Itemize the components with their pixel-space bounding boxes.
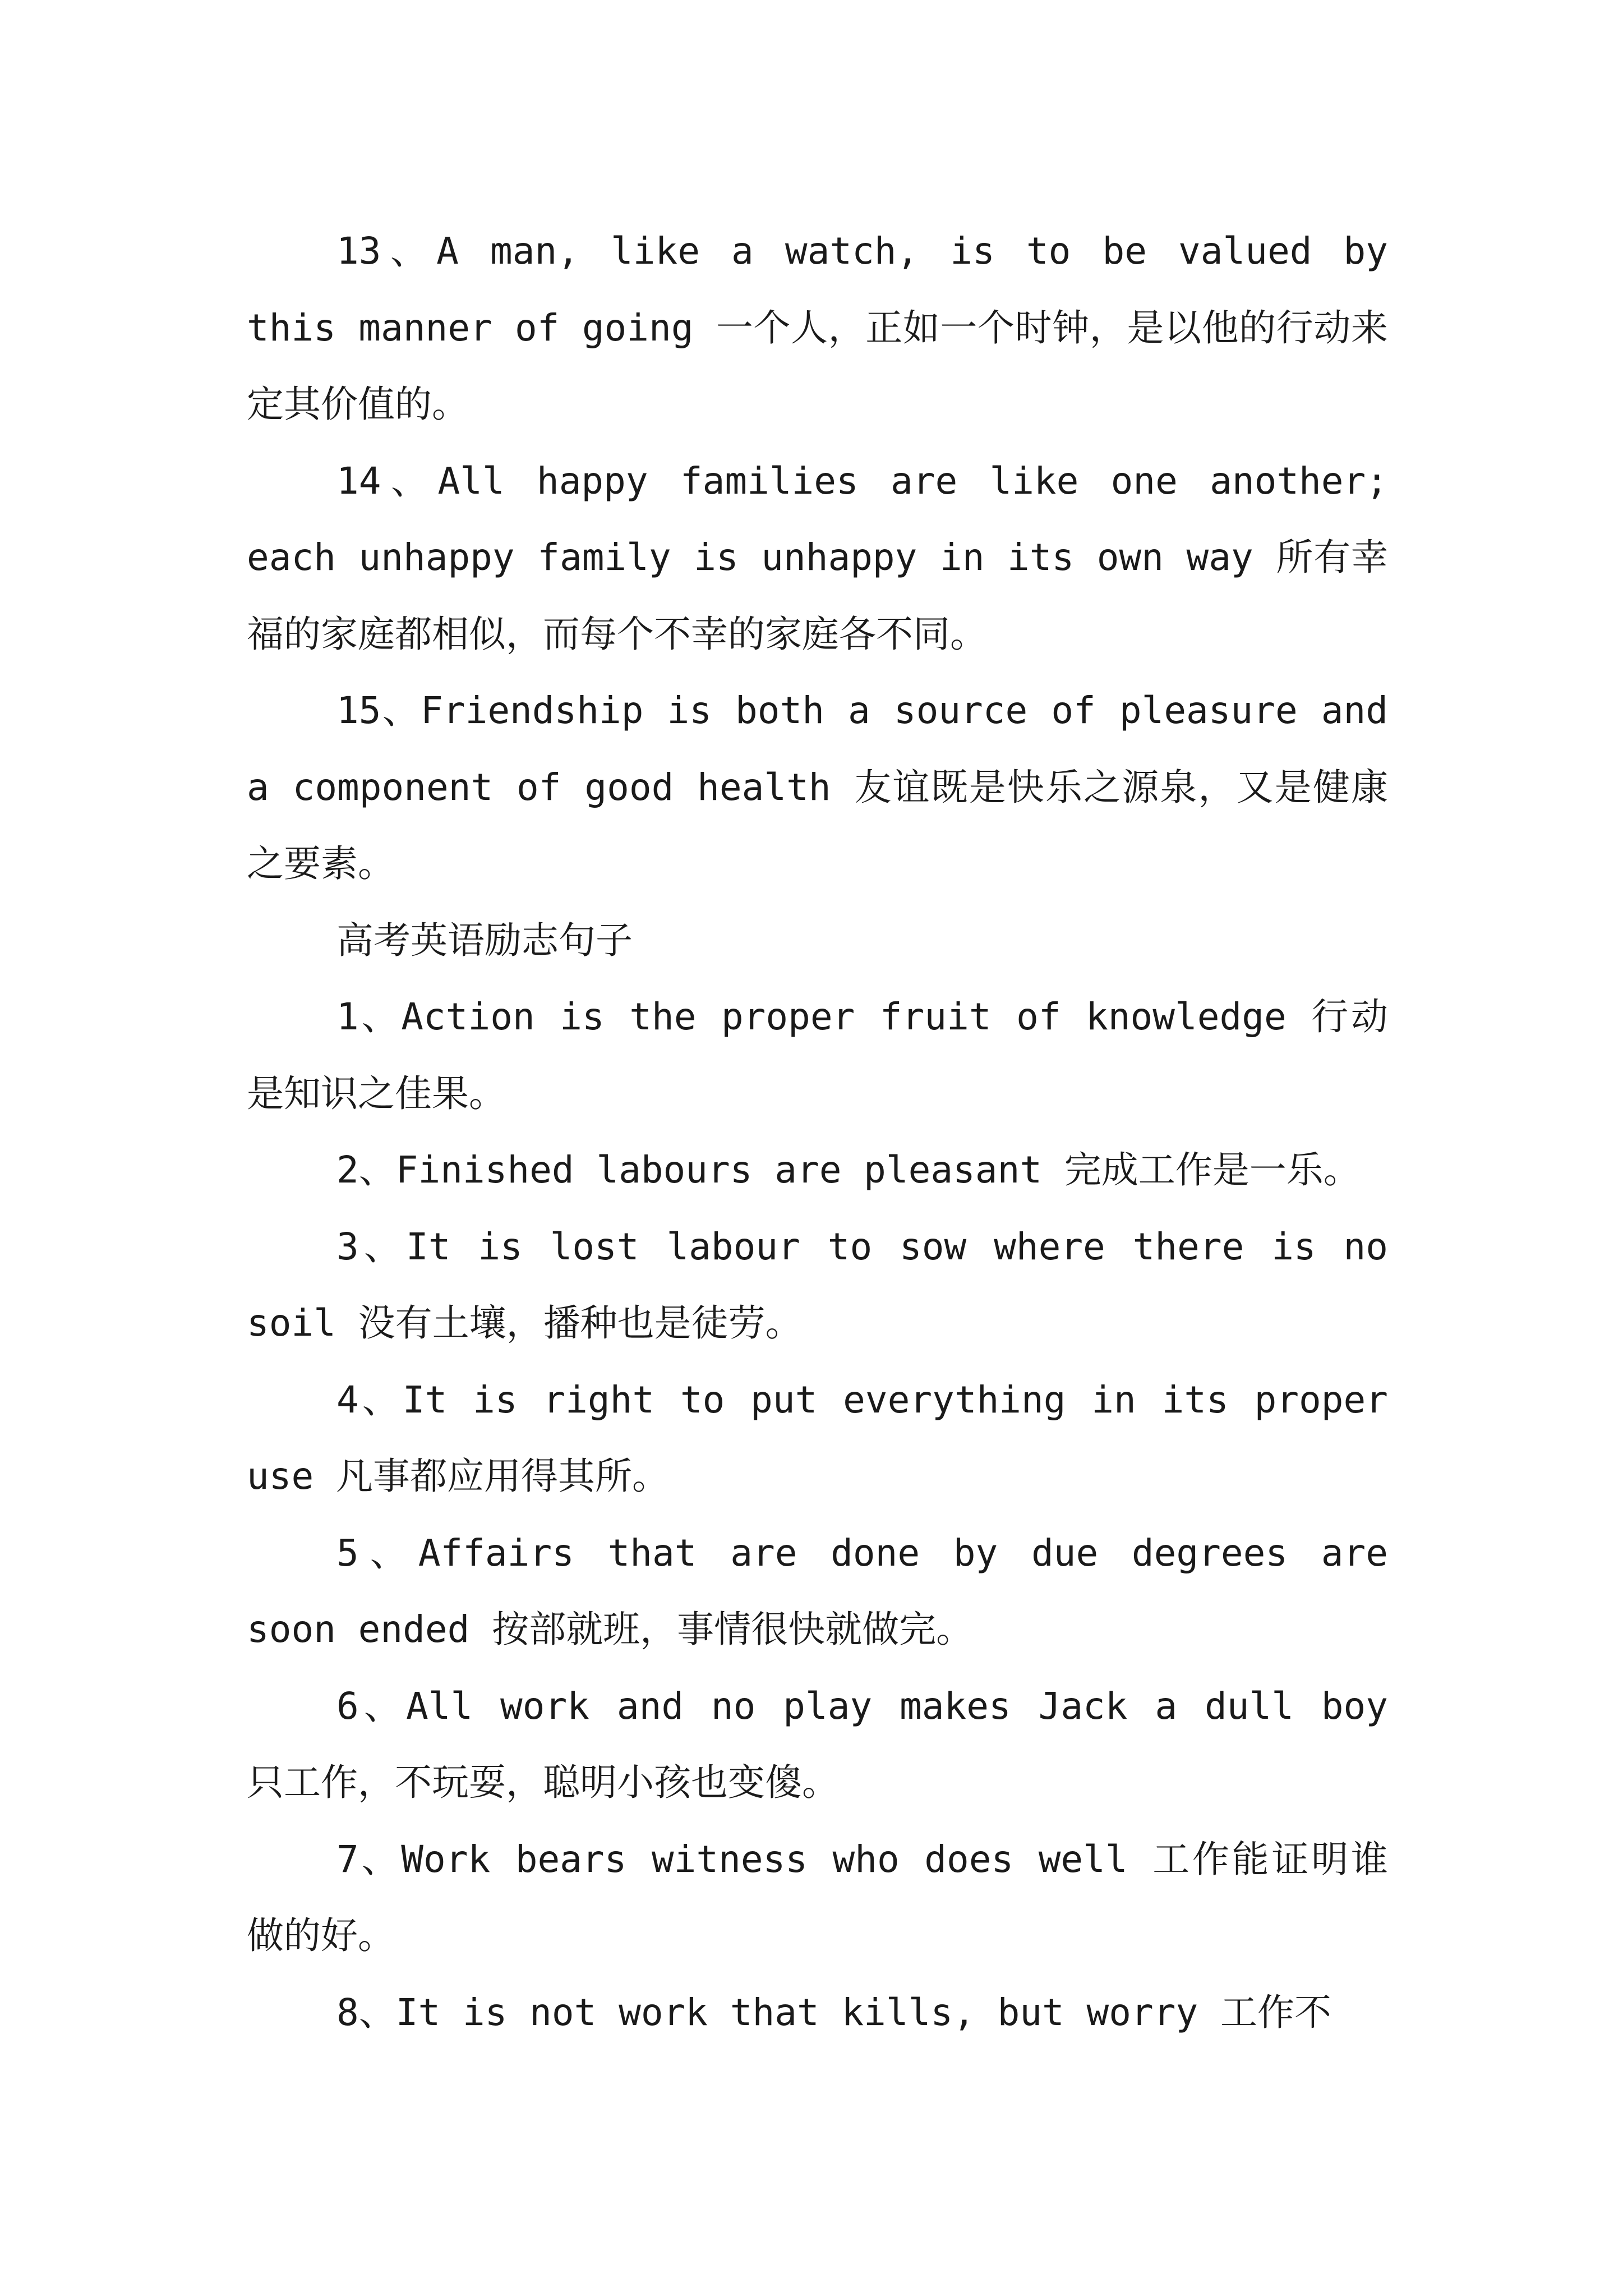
document-body <box>247 213 1388 2051</box>
paragraph-quote-6: 6、All work and no play makes Jack a dull boy 只工作，不玩耍，聪明小孩也变傻。 <box>247 1684 1388 1804</box>
paragraph-quote-5: 5、Affairs that are done by due degrees are soon ended 按部就班，事情很快就做完。 <box>247 1531 1388 1651</box>
section-heading: 高考英语励志句子 <box>336 918 633 962</box>
paragraph-quote-4: 4、It is right to put everything in its proper use 凡事都应用得其所。 <box>247 1378 1388 1498</box>
paragraph-quote-13: 13、A man, like a watch, is to be valued by this manner of going 一个人，正如一个时钟，是以他的行动来定其价值的。 <box>247 229 1388 426</box>
paragraph-quote-7: 7、Work bears witness who does well 工作能证明谁做的好。 <box>247 1837 1388 1957</box>
paragraph-quote-14: 14、All happy families are like one another; each unhappy family is unhappy in its own way 所有幸福的家庭都相似，而每个不幸的家庭各不同。 <box>247 459 1388 656</box>
paragraph-quote-1: 1、Action is the proper fruit of knowledge 行动是知识之佳果。 <box>247 995 1388 1115</box>
paragraph-quote-2: 2、Finished labours are pleasant 完成工作是一乐。 <box>336 1148 1361 1191</box>
paragraph-quote-3: 3、It is lost labour to sow where there is no soil 没有土壤，播种也是徒劳。 <box>247 1225 1388 1345</box>
paragraph-quote-8: 8、It is not work that kills, but worry 工作不 <box>336 1990 1331 2034</box>
paragraph-quote-15: 15、Friendship is both a source of pleasure and a component of good health 友谊既是快乐之源泉，又是健康之要素。 <box>247 689 1388 885</box>
